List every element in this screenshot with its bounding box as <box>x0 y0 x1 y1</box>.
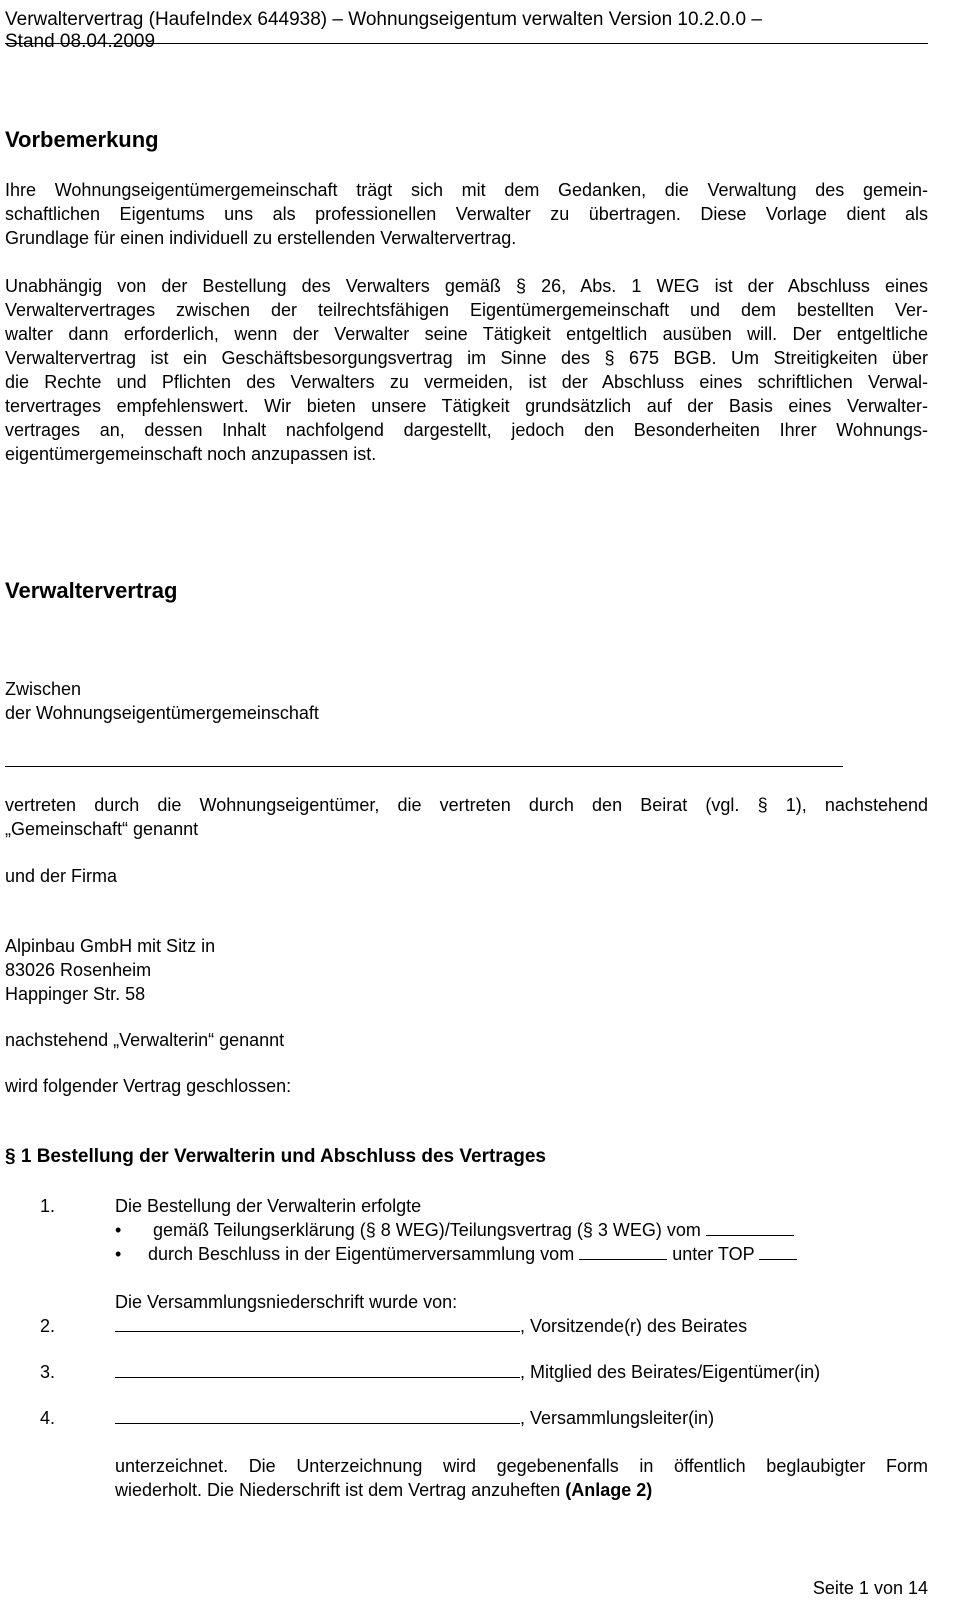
header-line-1: Verwaltervertrag (HaufeIndex 644938) – Wohnungseigentum verwalten Version 10.2.0.0 – <box>5 9 762 30</box>
signer-blank-3[interactable] <box>115 1361 520 1378</box>
text-line: schaftlichen Eigentums uns als professionellen Verwalter zu übertragen. Diese Vorlage dient als <box>5 204 928 224</box>
preface-paragraph-2 <box>5 274 928 466</box>
company-address <box>5 934 215 1006</box>
text-line: die Rechte und Pflichten des Verwalters zu vermeiden, ist der Abschluss eines schriftlichen Verwal- <box>5 372 928 392</box>
text-line: Verwaltervertrages zwischen der teilrechtsfähigen Eigentümergemeinschaft und dem bestellten Ver- <box>5 300 928 320</box>
represented-text <box>5 793 928 841</box>
text-line: vertreten durch die Wohnungseigentümer, die vertreten durch den Beirat (vgl. § 1), nachstehend <box>5 795 928 815</box>
item-2-number: 2. <box>40 1316 56 1336</box>
bullet-icon: • <box>115 1244 122 1264</box>
text-line: Unabhängig von der Bestellung des Verwalters gemäß § 26, Abs. 1 WEG ist der Abschluss eines <box>5 276 928 296</box>
date-blank-1[interactable] <box>706 1219 794 1236</box>
signed-paragraph <box>115 1454 928 1502</box>
text-line: unterzeichnet. Die Unterzeichnung wird gegebenenfalls in öffentlich beglaubigter Form <box>115 1456 928 1476</box>
company-city: 83026 Rosenheim <box>5 960 152 980</box>
signed-text: wiederholt. Die Niederschrift ist dem Vertrag anzuheften <box>115 1480 561 1500</box>
item-4-text: , Versammlungsleiter(in) <box>520 1408 715 1428</box>
text-line: eigentümergemeinschaft noch anzupassen ist. <box>5 444 377 464</box>
company-name: Alpinbau GmbH mit Sitz in <box>5 936 216 956</box>
between-label: Zwischen <box>5 679 82 699</box>
preface-title: Vorbemerkung <box>5 127 159 152</box>
item-2-text: , Vorsitzende(r) des Beirates <box>520 1316 748 1336</box>
page-number: Seite 1 von 14 <box>812 1578 928 1598</box>
bullet-1-line <box>153 1218 794 1242</box>
item-4-line <box>115 1406 714 1430</box>
text-line: Ihre Wohnungseigentümergemeinschaft trägt sich mit dem Gedanken, die Verwaltung des gemein- <box>5 180 928 200</box>
company-role: nachstehend „Verwalterin“ genannt <box>5 1030 285 1050</box>
community-label: der Wohnungseigentümergemeinschaft <box>5 703 319 723</box>
bullet-2-top-label: unter TOP <box>672 1244 755 1264</box>
bullet-icon: • <box>115 1220 122 1240</box>
bullet-item-1 <box>115 1218 875 1242</box>
and-company-label: und der Firma <box>5 866 118 886</box>
item-3-number: 3. <box>40 1362 56 1382</box>
signer-blank-2[interactable] <box>115 1315 520 1332</box>
header-line-2: Stand 08.04.2009 <box>5 31 156 52</box>
item-4-number: 4. <box>40 1408 56 1428</box>
bullet-2-text: durch Beschluss in der Eigentümerversammlung vom <box>148 1244 575 1264</box>
signer-blank-4[interactable] <box>115 1407 520 1424</box>
bullet-item-2 <box>115 1242 875 1266</box>
item-3-line <box>115 1360 820 1384</box>
text-line: walter dann erforderlich, wenn der Verwalter seine Tätigkeit entgeltlich ausüben will. Der entgeltliche <box>5 324 928 344</box>
text-line: „Gemeinschaft“ genannt <box>5 819 199 839</box>
item-3-text: , Mitglied des Beirates/Eigentümer(in) <box>520 1362 821 1382</box>
contract-title: Verwaltervertrag <box>5 578 178 603</box>
header-rule <box>5 43 928 44</box>
annex-reference: (Anlage 2) <box>565 1480 653 1500</box>
text-line <box>115 1478 928 1502</box>
text-line: tervertrages empfehlenswert. Wir bieten unsere Tätigkeit grundsätzlich auf der Basis eines Verwalter- <box>5 396 928 416</box>
page-header <box>5 9 928 53</box>
text-line: Grundlage für einen individuell zu erstellenden Verwaltervertrag. <box>5 228 517 248</box>
date-blank-2[interactable] <box>579 1243 667 1260</box>
item-1-number: 1. <box>40 1196 56 1216</box>
text-line: Verwaltervertrag ist ein Geschäftsbesorgungsvertrag im Sinne des § 675 BGB. Um Streitigkeiten über <box>5 348 928 368</box>
item-2-line <box>115 1314 747 1338</box>
bullet-2-line <box>148 1242 797 1266</box>
item-1-text: Die Bestellung der Verwalterin erfolgte <box>115 1196 422 1216</box>
section-1-title: § 1 Bestellung der Verwalterin und Abschluss des Vertrages <box>5 1146 546 1167</box>
concluded-text: wird folgender Vertrag geschlossen: <box>5 1076 292 1096</box>
community-name-blank[interactable] <box>5 766 843 767</box>
minutes-text: Die Versammlungsniederschrift wurde von: <box>115 1292 458 1312</box>
bullet-1-text: gemäß Teilungserklärung (§ 8 WEG)/Teilungsvertrag (§ 3 WEG) vom <box>153 1220 701 1240</box>
top-blank[interactable] <box>759 1243 797 1260</box>
company-street: Happinger Str. 58 <box>5 984 146 1004</box>
text-line: vertrages an, dessen Inhalt nachfolgend dargestellt, jedoch den Besonderheiten Ihrer Wohnungs- <box>5 420 928 440</box>
preface-paragraph-1 <box>5 178 928 250</box>
